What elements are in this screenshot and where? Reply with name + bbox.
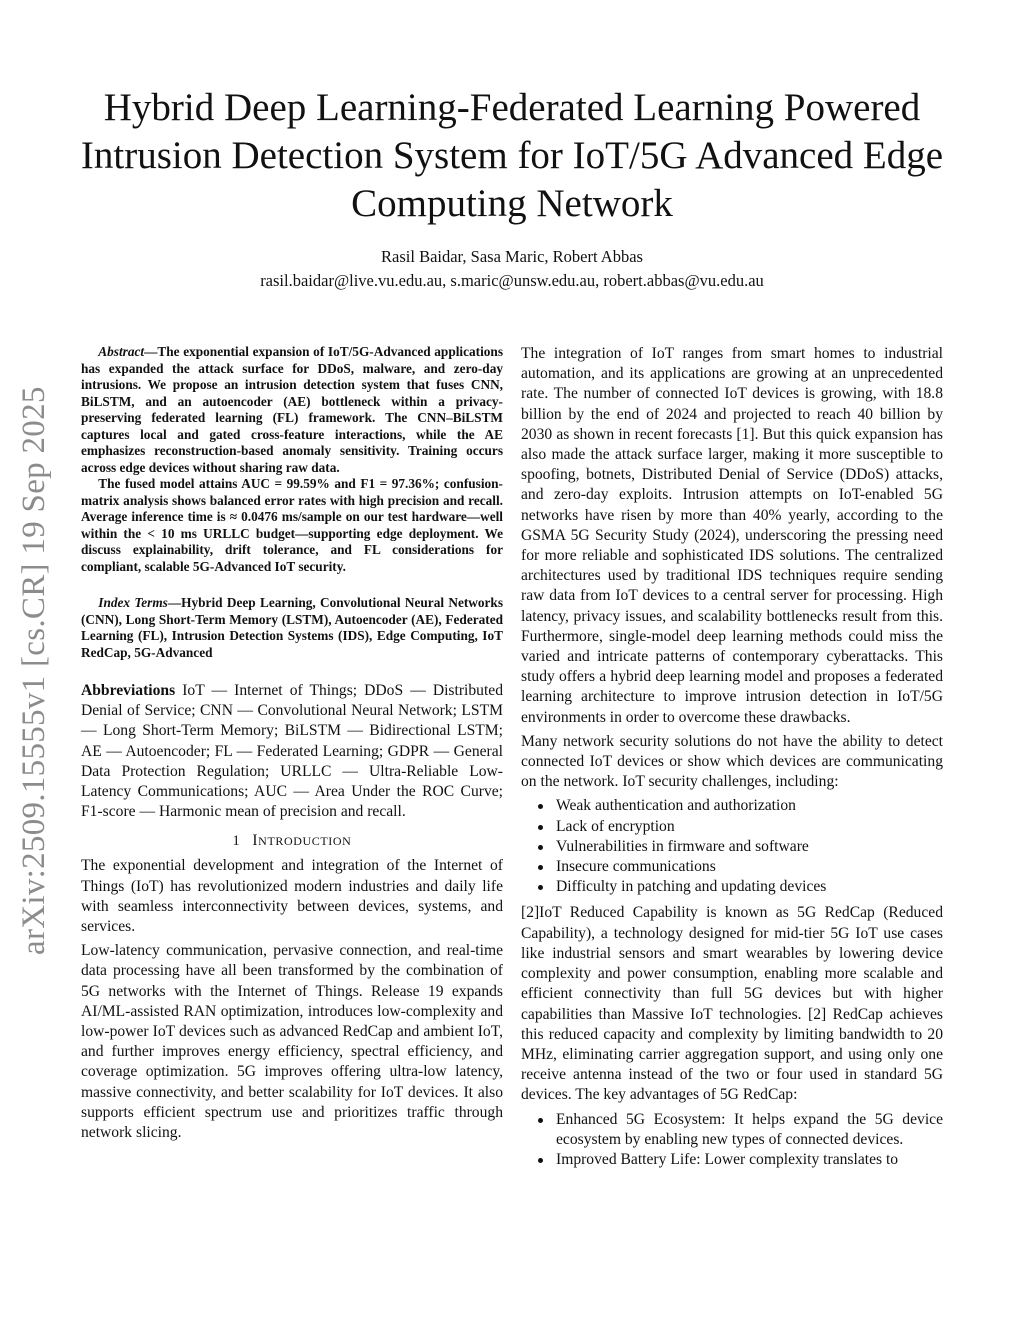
bullet-icon xyxy=(538,1118,543,1123)
abstract-paragraph-2: The fused model attains AUC = 99.59% and F1 = 97.36%; confusion-matrix analysis shows balanced error rates with high precision and recall. Average inference time is ≈ 0.0476 ms/sample on our test hardware—well within the < 10 ms URLLC budget—supporting edge deployment. We discuss explainability, drift tolerance, and FL considerations for compliant, scalable 5G-Advanced IoT security. xyxy=(81,476,503,574)
bullet-icon xyxy=(538,825,543,830)
section-title-initial: I xyxy=(252,832,259,850)
list-item xyxy=(535,1110,943,1150)
author-emails: rasil.baidar@live.vu.edu.au, s.maric@unsw.edu.au, robert.abbas@vu.edu.au xyxy=(260,271,764,290)
author-list: Rasil Baidar, Sasa Maric, Robert Abbas xyxy=(381,247,643,266)
index-terms-label: Index Terms xyxy=(98,595,168,610)
left-column xyxy=(81,344,503,1147)
abstract-text-1: —The exponential expansion of IoT/5G-Advanced applications has expanded the attack surface for DDoS, malware, and zero-day intrusions. We propose an intrusion detection system that fuses CNN, BiLSTM, and an autoencoder (AE) bottleneck within a privacy-preserving federated learning (FL) framework. The CNN–BiLSTM captures local and gated cross-feature interactions, while the AE emphasizes reconstruction-based anomaly sensitivity. Training occurs across edge devices without sharing raw data. xyxy=(81,344,503,475)
list-item-text: Difficulty in patching and updating devices xyxy=(556,878,827,896)
abbreviations-text: IoT — Internet of Things; DDoS — Distributed Denial of Service; CNN — Convolutional Neural Network; LSTM — Long Short-Term Memory; BiLSTM — Bidirectional LSTM; AE — Autoencoder; FL — Federated Learning; GDPR — General Data Protection Regulation; URLLC — Ultra-Reliable Low-Latency Communications; AUC — Area Under the ROC Curve; F1-score — Harmonic mean of precision and recall. xyxy=(81,682,503,821)
list-item-text: Vulnerabilities in firmware and software xyxy=(556,837,809,855)
bullet-icon xyxy=(538,845,543,850)
intro-paragraph-2: Low-latency communication, pervasive connection, and real-time data processing have all been transformed by the combination of 5G networks with the Internet of Things. Release 19 expands AI/ML-assisted RAN optimization, introduces low-complexity and low-power IoT devices such as advanced RedCap and ambient IoT, and further improves energy efficiency, spectral efficiency, and coverage optimization. 5G improves offering ultra-low latency, massive connectivity, and better scalability for IoT devices. It also supports efficient spectrum use and prioritizes traffic through network slicing. xyxy=(81,942,503,1142)
index-terms-text: —Hybrid Deep Learning, Convolutional Neural Networks (CNN), Long Short-Term Memory (LSTM), Autoencoder (AE), Federated Learning (FL), Intrusion Detection Systems (IDS), Edge Computing, IoT RedCap, 5G-Advanced xyxy=(81,595,503,660)
redcap-advantages-list xyxy=(521,1110,943,1171)
arxiv-identifier: arXiv:2509.15555v1 [cs.CR] 19 Sep 2025 xyxy=(16,386,52,955)
paper-title: Hybrid Deep Learning-Federated Learning Powered Intrusion Detection System for IoT/5G Advanced Edge Computing Network xyxy=(80,86,944,225)
list-item xyxy=(535,877,943,897)
index-terms-paragraph xyxy=(81,595,503,661)
index-terms xyxy=(81,595,503,661)
abbreviations-label: Abbreviations xyxy=(81,682,176,699)
list-item xyxy=(535,817,943,837)
abstract xyxy=(81,344,503,575)
section-title-rest: NTRODUCTION xyxy=(258,834,352,849)
bullet-icon xyxy=(538,1158,543,1163)
abstract-paragraph-1 xyxy=(81,344,503,476)
section-number: 1 xyxy=(232,833,241,850)
list-item-text: Lack of encryption xyxy=(556,817,675,835)
list-item-text: Enhanced 5G Ecosystem: It helps expand the 5G device ecosystem by enabling new types of connected devices. xyxy=(556,1110,943,1148)
list-item-text: Weak authentication and authorization xyxy=(556,797,796,815)
list-item-text: Improved Battery Life: Lower complexity translates to xyxy=(556,1150,899,1168)
abstract-label: Abstract xyxy=(98,344,145,359)
list-item xyxy=(535,1150,943,1170)
intro-paragraph-4: Many network security solutions do not have the ability to detect connected IoT devices or show which devices are communicating on the network. IoT security challenges, including: xyxy=(521,732,943,791)
abbreviations xyxy=(81,681,503,822)
section-heading-introduction xyxy=(81,832,503,850)
list-item-text: Insecure communications xyxy=(556,858,716,876)
intro-paragraph-1: The exponential development and integration of the Internet of Things (IoT) has revolutionized modern industries and daily life with seamless interconnectivity between devices, systems, and services. xyxy=(81,857,503,936)
list-item xyxy=(535,857,943,877)
right-column xyxy=(521,344,943,1176)
intro-paragraph-5: [2]IoT Reduced Capability is known as 5G RedCap (Reduced Capability), a technology designed for mid-tier 5G IoT use cases like industrial sensors and smart wearables by lowering device complexity and power consumption, enabling more scalable and efficient connectivity than full 5G devices but with higher capabilities than Massive IoT technologies. [2] RedCap achieves this reduced capacity and complexity by limiting bandwidth to 20 MHz, eliminating carrier aggregation support, and using only one receive antenna instead of the two or four used in standard 5G devices. The key advantages of 5G RedCap: xyxy=(521,904,943,1104)
bullet-icon xyxy=(538,865,543,870)
list-item xyxy=(535,837,943,857)
intro-paragraph-3: The integration of IoT ranges from smart homes to industrial automation, and its applications are growing at an unprecedented rate. The number of connected IoT devices is growing, with 18.8 billion by the end of 2024 and projected to reach 40 billion by 2030 as shown in recent forecasts [1]. But this quick expansion has also made the attack surface larger, making it more susceptible to spoofing, botnets, Distributed Denial of Service (DDoS) attacks, and zero-day exploits. Intrusion attempts on IoT-enabled 5G networks have risen by more than 40% yearly, according to the GSMA 5G Security Study (2024), underscoring the pressing need for more reliable and sophisticated IDS solutions. The centralized architectures used by traditional IDS techniques require sending raw data from IoT devices to a central server for processing. High latency, privacy issues, and scalability bottlenecks result from this. Furthermore, single-model deep learning methods could miss the varied and intricate patterns of contemporary cyberattacks. This study offers a hybrid deep learning model and proposes a federated learning architecture to improve intrusion detection in IoT/5G environments in order to overcome these drawbacks. xyxy=(521,345,943,726)
security-challenges-list xyxy=(521,796,943,897)
bullet-icon xyxy=(538,804,543,809)
list-item xyxy=(535,796,943,816)
bullet-icon xyxy=(538,885,543,890)
